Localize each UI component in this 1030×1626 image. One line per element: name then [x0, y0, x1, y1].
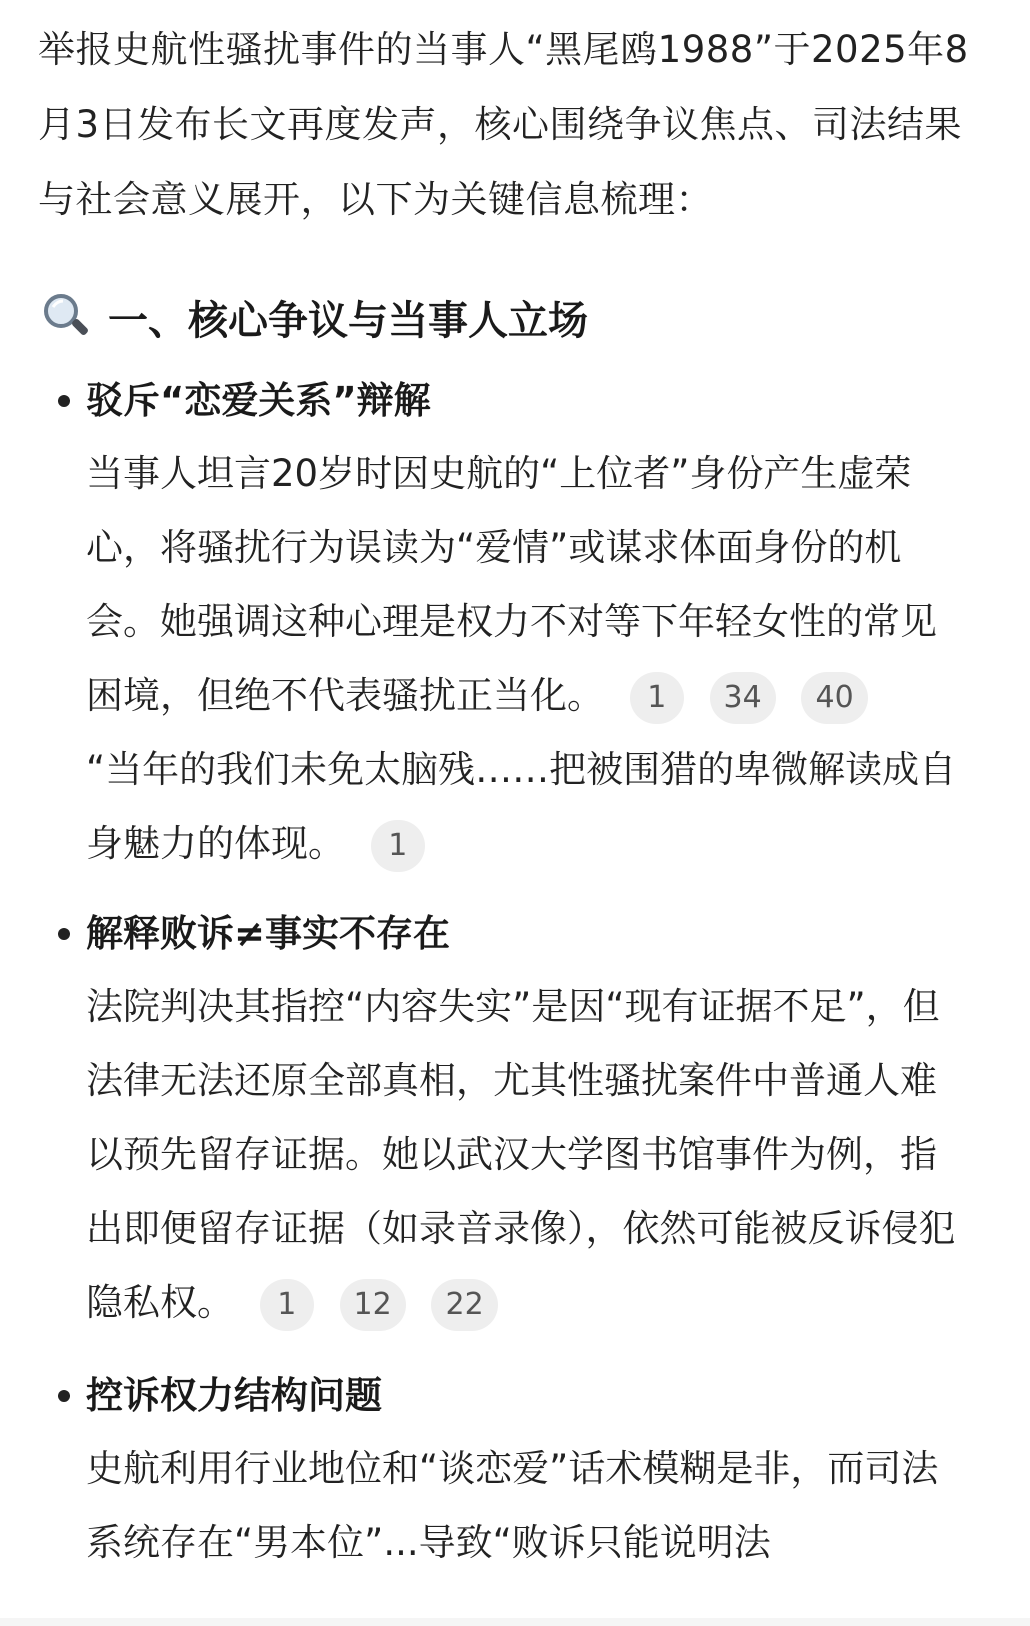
citation-badge[interactable]: 22: [431, 1279, 497, 1331]
item-body: [86, 1432, 966, 1580]
list-item: [50, 365, 980, 881]
citation-badge[interactable]: 1: [630, 672, 684, 724]
citation-badge[interactable]: 34: [710, 672, 776, 724]
item-title: 解释败诉≠事实不存在: [86, 912, 451, 955]
item-body-text: 法院判决其指控“内容失实”是因“现有证据不足”，但法律无法还原全部真相，尤其性骚扰案件中普通人难以预先留存证据。她以武汉大学图书馆事件为例，指出即便留存证据（如录音录像），依然可能被反诉侵犯隐私权。: [86, 985, 956, 1324]
bottom-edge: [0, 1618, 1030, 1626]
bullet-icon: [58, 395, 70, 407]
citation-badge[interactable]: 12: [340, 1279, 406, 1331]
item-body-text: 当事人坦言20岁时因史航的“上位者”身份产生虚荣心，将骚扰行为误读为“爱情”或谋求体面身份的机会。她强调这种心理是权力不对等下年轻女性的常见困境，但绝不代表骚扰正当化。: [86, 452, 937, 717]
bullet-icon: [58, 1390, 70, 1402]
item-title: 驳斥“恋爱关系”辩解: [86, 379, 431, 422]
item-title: 控诉权力结构问题: [86, 1374, 382, 1417]
item-body: [86, 437, 966, 881]
item-body-text: 史航利用行业地位和“谈恋爱”话术模糊是非，而司法系统存在“男本位”...导致“败诉只能说明法: [86, 1447, 939, 1564]
magnifying-glass-icon: [40, 290, 94, 344]
citation-badge[interactable]: 1: [371, 820, 425, 872]
section-heading: [40, 282, 588, 352]
intro-paragraph: 举报史航性骚扰事件的当事人“黑尾鸥1988”于2025年8月3日发布长文再度发声，核心围绕争议焦点、司法结果与社会意义展开，以下为关键信息梳理：: [38, 28, 969, 221]
section-title: 一、核心争议与当事人立场: [108, 297, 588, 344]
list-item: [50, 898, 980, 1340]
item-body: [86, 970, 966, 1340]
item-quote-text: “当年的我们未免太脑残……把被围猎的卑微解读成自身魅力的体现。: [86, 748, 957, 865]
item-quote: [86, 733, 966, 881]
citation-badge[interactable]: 1: [260, 1279, 314, 1331]
citation-badge[interactable]: 40: [801, 672, 867, 724]
bullet-icon: [58, 928, 70, 940]
list-item: [50, 1360, 980, 1580]
